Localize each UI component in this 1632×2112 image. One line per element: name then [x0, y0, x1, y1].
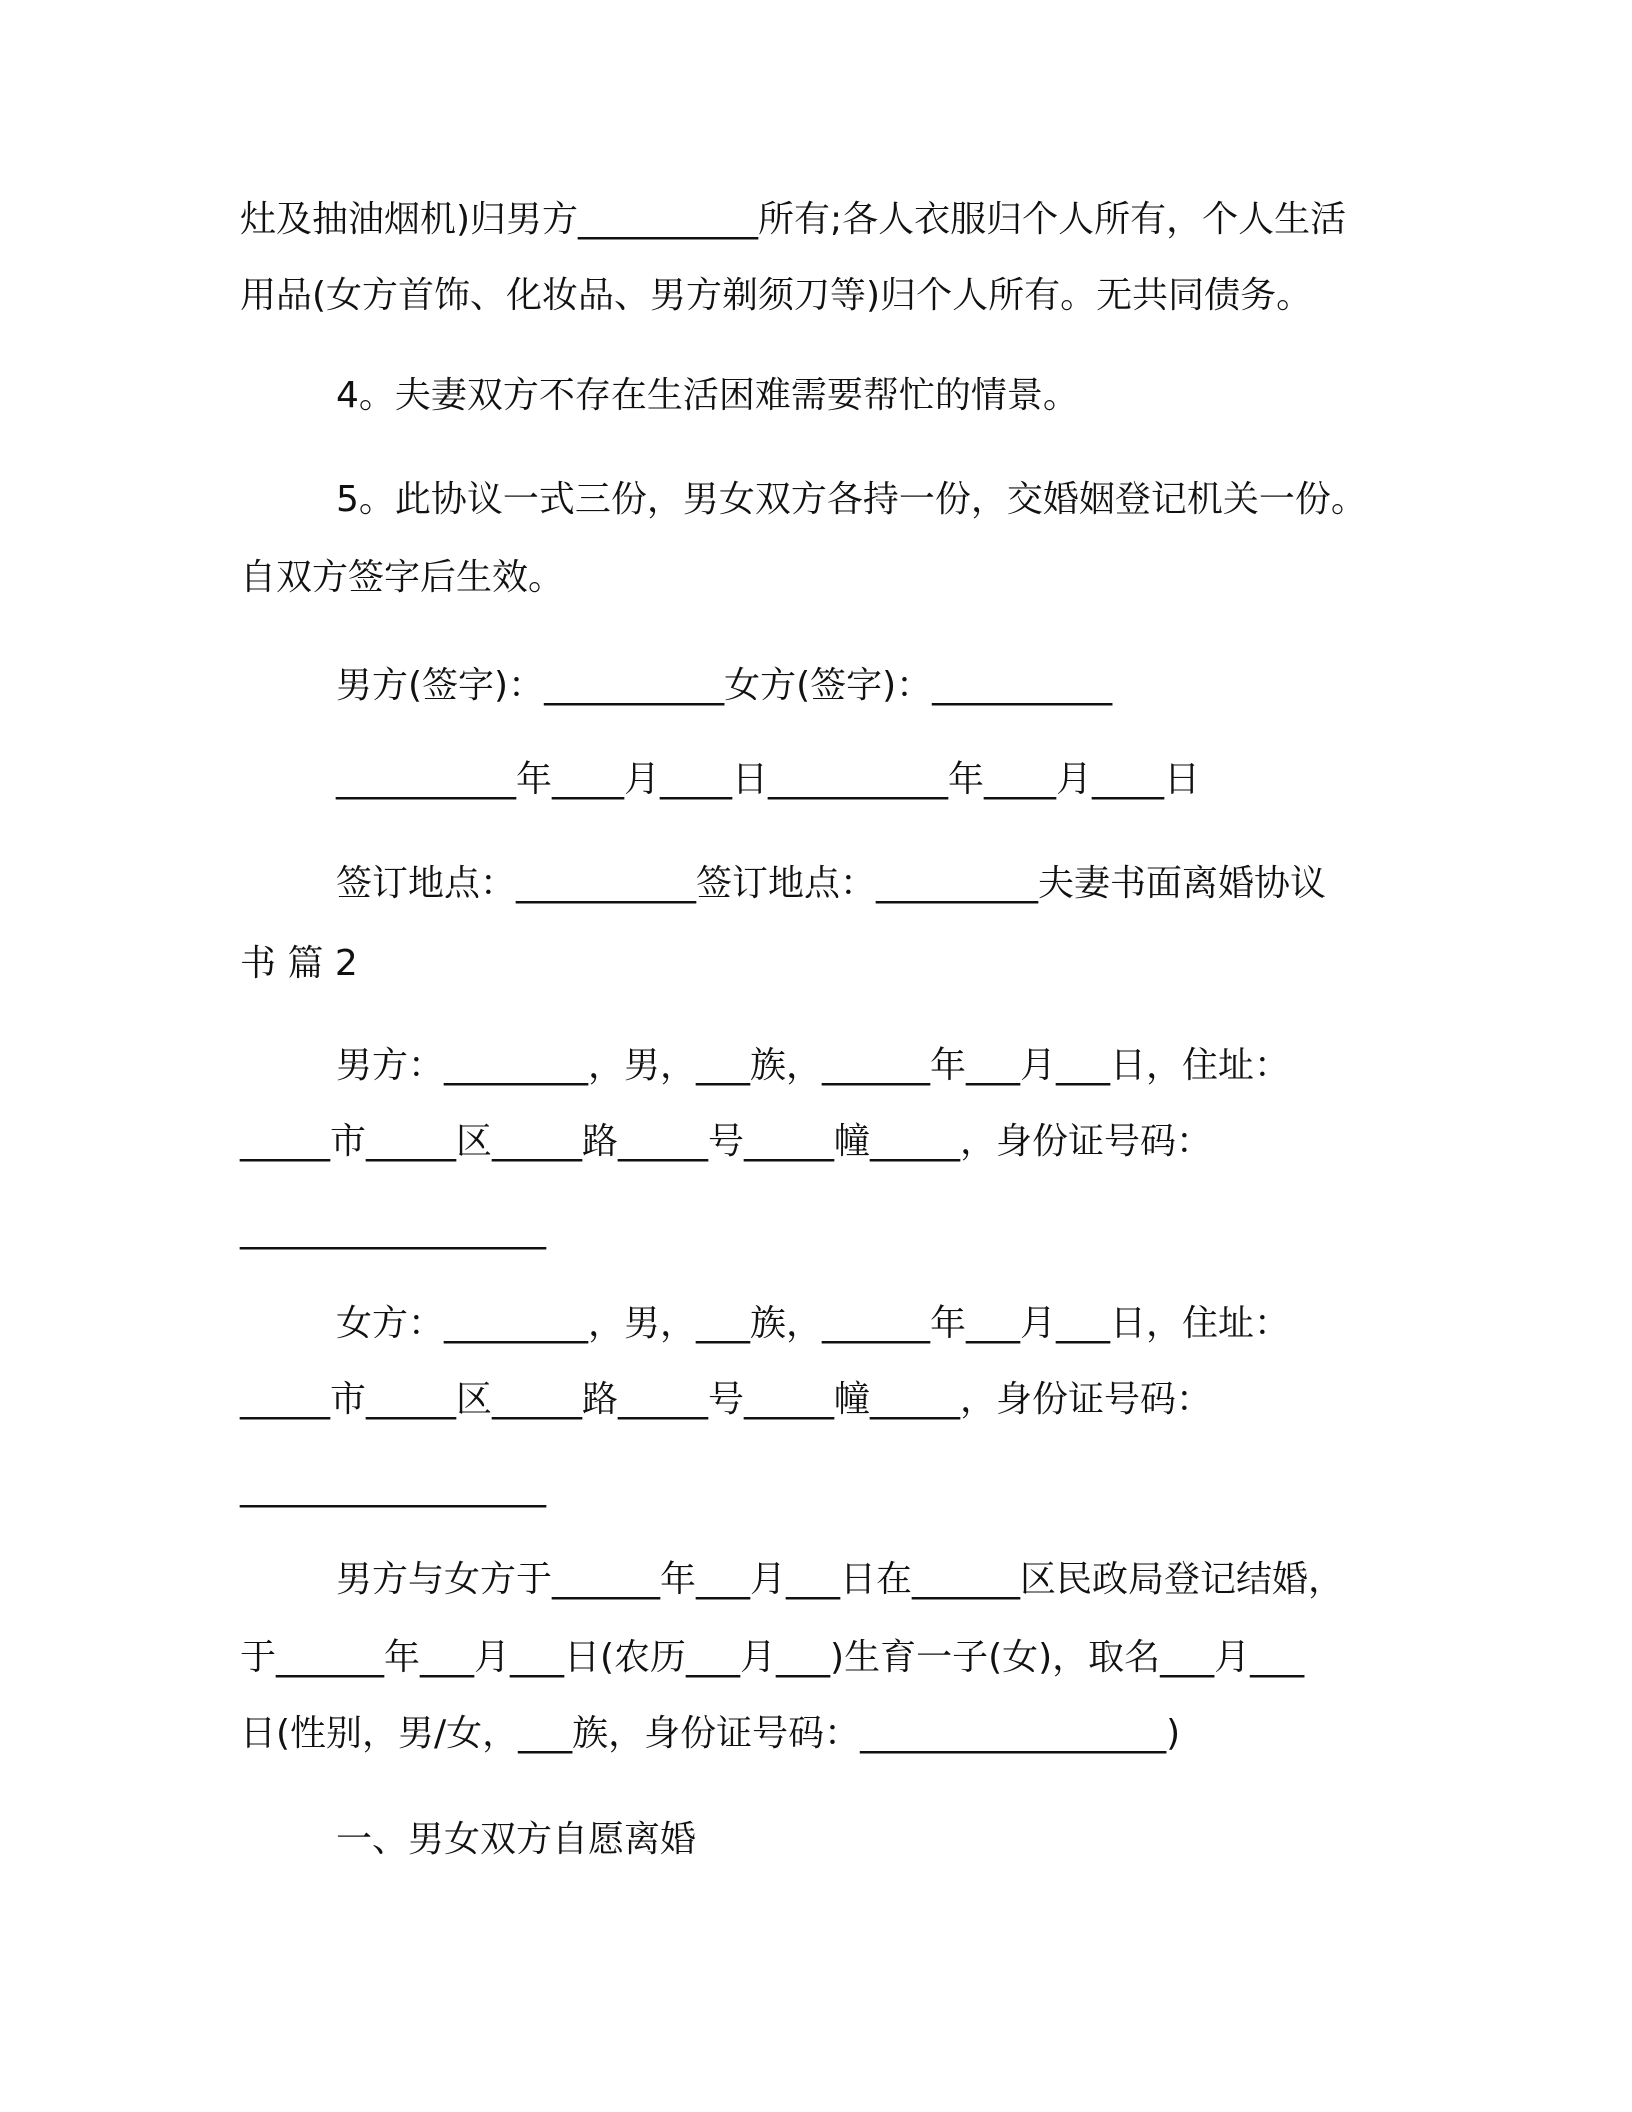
section-heading: 一、男女双方自愿离婚 [336, 1819, 697, 1860]
text-line-1: 灶及抽油烟机)归男方__________所有;各人衣服归个人所有，个人生活 [240, 199, 1347, 240]
text-line-17: 于______年___月___日(农历___月___)生育一子(女)，取名___月___ [240, 1637, 1305, 1678]
text-line-6: 男方(签字)：__________女方(签字)：__________ [336, 665, 1113, 706]
text-line-12: _________________ [240, 1209, 546, 1250]
text-line-10: 男方：________，男，___族，______年___月___日，住址： [336, 1045, 1291, 1086]
text-line-4: 5。此协议一式三份，男女双方各持一份，交婚姻登记机关一份。 [336, 479, 1367, 520]
text-line-5: 自双方签字后生效。 [240, 557, 565, 598]
text-line-2: 用品(女方首饰、化妆品、男方剃须刀等)归个人所有。无共同债务。 [240, 275, 1313, 316]
text-line-9: 书 篇 2 [240, 943, 358, 984]
text-line-3: 4。夫妻双方不存在生活困难需要帮忙的情景。 [336, 375, 1079, 416]
text-line-8: 签订地点：__________签订地点：_________夫妻书面离婚协议 [336, 863, 1327, 904]
text-line-7: __________年____月____日__________年____月____日 [336, 759, 1200, 800]
text-line-14: _____市_____区_____路_____号_____幢_____，身份证号码： [240, 1379, 1213, 1420]
text-line-15: _________________ [240, 1467, 546, 1508]
text-line-18: 日(性别，男/女，___族，身份证号码：_________________) [240, 1713, 1181, 1754]
text-line-13: 女方：________，男，___族，______年___月___日，住址： [336, 1303, 1291, 1344]
text-line-16: 男方与女方于______年___月___日在______区民政局登记结婚， [336, 1559, 1345, 1600]
text-line-11: _____市_____区_____路_____号_____幢_____，身份证号码： [240, 1121, 1213, 1162]
